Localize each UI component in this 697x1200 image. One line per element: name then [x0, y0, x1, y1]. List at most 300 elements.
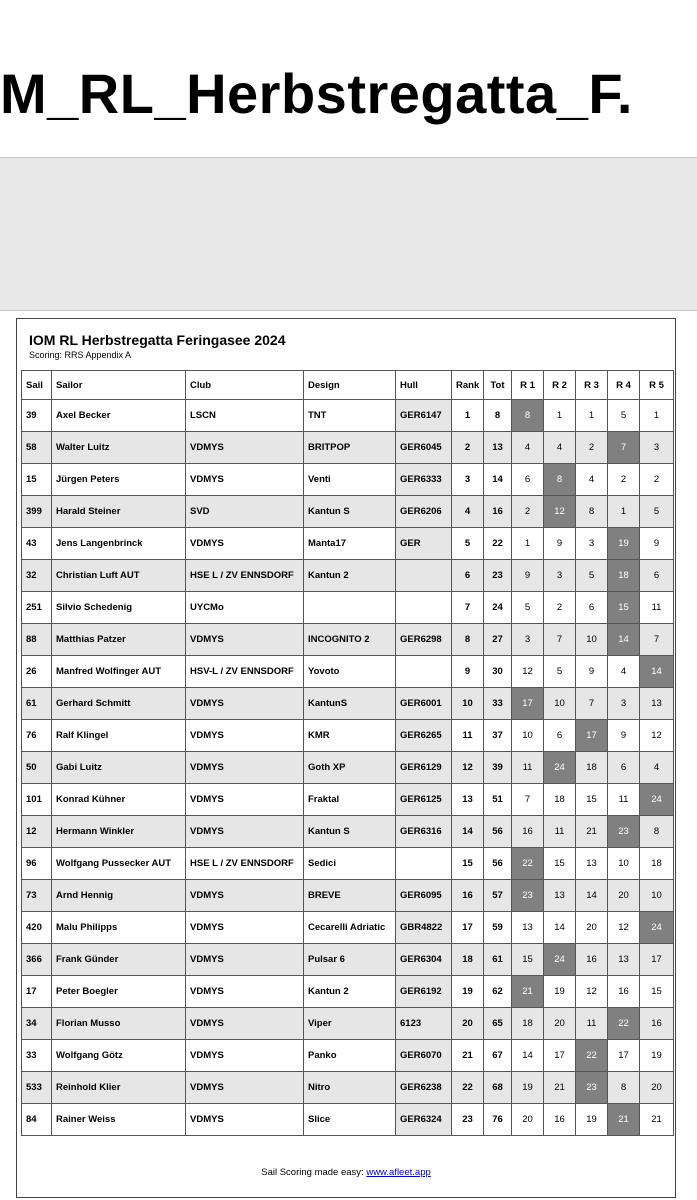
col-header-sail: Sail [22, 371, 52, 400]
cell-hull: GER6206 [396, 496, 452, 528]
cell-race-4: 8 [608, 1072, 640, 1104]
cell-race-1: 2 [512, 496, 544, 528]
col-header-r4: R 4 [608, 371, 640, 400]
cell-hull: GER6125 [396, 784, 452, 816]
cell-design: Goth XP [304, 752, 396, 784]
cell-hull [396, 560, 452, 592]
table-row [22, 624, 674, 656]
cell-race-4: 15 [608, 592, 640, 624]
cell-race-4: 9 [608, 720, 640, 752]
cell-rank: 23 [452, 1104, 484, 1136]
cell-club: VDMYS [186, 816, 304, 848]
cell-race-2: 24 [544, 944, 576, 976]
cell-race-5: 9 [640, 528, 674, 560]
cell-tot: 56 [484, 816, 512, 848]
cell-rank: 22 [452, 1072, 484, 1104]
cell-rank: 17 [452, 912, 484, 944]
cell-club: VDMYS [186, 880, 304, 912]
cell-race-2: 11 [544, 816, 576, 848]
cell-tot: 14 [484, 464, 512, 496]
cell-tot: 30 [484, 656, 512, 688]
col-header-rank: Rank [452, 371, 484, 400]
cell-race-2: 15 [544, 848, 576, 880]
cell-race-3: 7 [576, 688, 608, 720]
cell-sail: 399 [22, 496, 52, 528]
cell-race-3: 19 [576, 1104, 608, 1136]
cell-sail: 17 [22, 976, 52, 1008]
cell-club: VDMYS [186, 976, 304, 1008]
cell-race-5: 5 [640, 496, 674, 528]
cell-hull: GER6304 [396, 944, 452, 976]
cell-race-3: 13 [576, 848, 608, 880]
cell-race-3: 23 [576, 1072, 608, 1104]
cell-race-1: 20 [512, 1104, 544, 1136]
cell-race-2: 20 [544, 1008, 576, 1040]
cell-race-1: 17 [512, 688, 544, 720]
cell-race-3: 14 [576, 880, 608, 912]
cell-tot: 23 [484, 560, 512, 592]
cell-sail: 58 [22, 432, 52, 464]
cell-tot: 57 [484, 880, 512, 912]
cell-race-3: 9 [576, 656, 608, 688]
cell-race-5: 2 [640, 464, 674, 496]
cell-race-2: 7 [544, 624, 576, 656]
cell-design: INCOGNITO 2 [304, 624, 396, 656]
cell-race-3: 22 [576, 1040, 608, 1072]
cell-race-2: 24 [544, 752, 576, 784]
cell-race-4: 21 [608, 1104, 640, 1136]
cell-sailor: Konrad Kühner [52, 784, 186, 816]
cell-race-2: 4 [544, 432, 576, 464]
cell-race-3: 16 [576, 944, 608, 976]
cell-race-5: 1 [640, 400, 674, 432]
cell-club: HSE L / ZV ENNSDORF [186, 560, 304, 592]
cell-race-5: 14 [640, 656, 674, 688]
cell-sail: 34 [22, 1008, 52, 1040]
cell-hull [396, 656, 452, 688]
cell-sailor: Ralf Klingel [52, 720, 186, 752]
cell-tot: 65 [484, 1008, 512, 1040]
cell-design: TNT [304, 400, 396, 432]
cell-design: Yovoto [304, 656, 396, 688]
cell-tot: 27 [484, 624, 512, 656]
cell-sail: 33 [22, 1040, 52, 1072]
cell-club: VDMYS [186, 464, 304, 496]
table-row [22, 496, 674, 528]
cell-sailor: Jürgen Peters [52, 464, 186, 496]
cell-sail: 32 [22, 560, 52, 592]
cell-race-4: 1 [608, 496, 640, 528]
cell-sail: 26 [22, 656, 52, 688]
cell-race-1: 9 [512, 560, 544, 592]
page-title: M_RL_Herbstregatta_F. [0, 62, 633, 125]
cell-club: VDMYS [186, 784, 304, 816]
cell-race-5: 21 [640, 1104, 674, 1136]
cell-sail: 533 [22, 1072, 52, 1104]
cell-hull: GER [396, 528, 452, 560]
cell-hull: GER6095 [396, 880, 452, 912]
cell-sail: 39 [22, 400, 52, 432]
cell-tot: 37 [484, 720, 512, 752]
cell-race-2: 5 [544, 656, 576, 688]
cell-rank: 11 [452, 720, 484, 752]
cell-race-1: 21 [512, 976, 544, 1008]
cell-rank: 4 [452, 496, 484, 528]
cell-rank: 18 [452, 944, 484, 976]
cell-race-3: 12 [576, 976, 608, 1008]
cell-rank: 15 [452, 848, 484, 880]
cell-rank: 10 [452, 688, 484, 720]
cell-sail: 420 [22, 912, 52, 944]
table-row [22, 656, 674, 688]
table-row [22, 1008, 674, 1040]
cell-sailor: Manfred Wolfinger AUT [52, 656, 186, 688]
cell-sail: 50 [22, 752, 52, 784]
table-row [22, 848, 674, 880]
cell-tot: 22 [484, 528, 512, 560]
cell-race-3: 10 [576, 624, 608, 656]
table-row [22, 560, 674, 592]
cell-tot: 16 [484, 496, 512, 528]
cell-club: VDMYS [186, 688, 304, 720]
cell-race-3: 15 [576, 784, 608, 816]
cell-club: VDMYS [186, 912, 304, 944]
cell-race-4: 12 [608, 912, 640, 944]
cell-design: Slice [304, 1104, 396, 1136]
cell-club: HSE L / ZV ENNSDORF [186, 848, 304, 880]
cell-hull: GER6265 [396, 720, 452, 752]
cell-rank: 16 [452, 880, 484, 912]
cell-sailor: Axel Becker [52, 400, 186, 432]
cell-race-2: 18 [544, 784, 576, 816]
cell-sail: 251 [22, 592, 52, 624]
cell-race-1: 14 [512, 1040, 544, 1072]
cell-race-4: 10 [608, 848, 640, 880]
cell-design: Kantun S [304, 496, 396, 528]
regatta-title: IOM RL Herbstregatta Feringasee 2024 [29, 332, 286, 348]
table-row [22, 752, 674, 784]
cell-club: LSCN [186, 400, 304, 432]
cell-rank: 13 [452, 784, 484, 816]
cell-club: VDMYS [186, 624, 304, 656]
col-header-r5: R 5 [640, 371, 674, 400]
cell-tot: 8 [484, 400, 512, 432]
cell-club: VDMYS [186, 752, 304, 784]
cell-race-3: 1 [576, 400, 608, 432]
cell-race-1: 6 [512, 464, 544, 496]
cell-race-5: 3 [640, 432, 674, 464]
cell-tot: 33 [484, 688, 512, 720]
cell-sail: 88 [22, 624, 52, 656]
cell-tot: 51 [484, 784, 512, 816]
cell-race-1: 10 [512, 720, 544, 752]
cell-club: HSV-L / ZV ENNSDORF [186, 656, 304, 688]
cell-race-4: 22 [608, 1008, 640, 1040]
cell-sailor: Gerhard Schmitt [52, 688, 186, 720]
cell-sail: 15 [22, 464, 52, 496]
cell-rank: 7 [452, 592, 484, 624]
cell-race-2: 9 [544, 528, 576, 560]
cell-race-2: 14 [544, 912, 576, 944]
cell-race-1: 15 [512, 944, 544, 976]
cell-sailor: Frank Günder [52, 944, 186, 976]
cell-sailor: Christian Luft AUT [52, 560, 186, 592]
cell-design: Manta17 [304, 528, 396, 560]
cell-race-4: 11 [608, 784, 640, 816]
cell-sailor: Florian Musso [52, 1008, 186, 1040]
cell-race-5: 15 [640, 976, 674, 1008]
table-row [22, 880, 674, 912]
footer-text: Sail Scoring made easy: [261, 1167, 367, 1178]
cell-hull: 6123 [396, 1008, 452, 1040]
cell-sailor: Walter Luitz [52, 432, 186, 464]
cell-design: Viper [304, 1008, 396, 1040]
cell-race-5: 18 [640, 848, 674, 880]
cell-club: VDMYS [186, 1008, 304, 1040]
cell-club: VDMYS [186, 1104, 304, 1136]
cell-design: Nitro [304, 1072, 396, 1104]
cell-sail: 12 [22, 816, 52, 848]
cell-hull: GER6129 [396, 752, 452, 784]
cell-club: VDMYS [186, 720, 304, 752]
cell-sailor: Wolfgang Pussecker AUT [52, 848, 186, 880]
cell-race-1: 4 [512, 432, 544, 464]
col-header-design: Design [304, 371, 396, 400]
cell-race-1: 16 [512, 816, 544, 848]
cell-hull: GER6316 [396, 816, 452, 848]
cell-club: SVD [186, 496, 304, 528]
table-row [22, 1040, 674, 1072]
cell-rank: 21 [452, 1040, 484, 1072]
col-header-tot: Tot [484, 371, 512, 400]
cell-club: VDMYS [186, 528, 304, 560]
cell-race-3: 3 [576, 528, 608, 560]
cell-hull: GER6001 [396, 688, 452, 720]
table-row [22, 1072, 674, 1104]
cell-sail: 73 [22, 880, 52, 912]
cell-race-5: 17 [640, 944, 674, 976]
cell-race-2: 17 [544, 1040, 576, 1072]
cell-rank: 14 [452, 816, 484, 848]
cell-sailor: Harald Steiner [52, 496, 186, 528]
cell-sailor: Hermann Winkler [52, 816, 186, 848]
cell-race-4: 3 [608, 688, 640, 720]
cell-hull [396, 592, 452, 624]
cell-race-4: 6 [608, 752, 640, 784]
cell-rank: 3 [452, 464, 484, 496]
cell-race-2: 1 [544, 400, 576, 432]
cell-design: BREVE [304, 880, 396, 912]
table-row [22, 592, 674, 624]
cell-hull [396, 848, 452, 880]
cell-tot: 13 [484, 432, 512, 464]
cell-race-2: 16 [544, 1104, 576, 1136]
cell-race-3: 21 [576, 816, 608, 848]
cell-sailor: Peter Boegler [52, 976, 186, 1008]
cell-sailor: Wolfgang Götz [52, 1040, 186, 1072]
cell-race-5: 24 [640, 784, 674, 816]
table-row [22, 688, 674, 720]
cell-design: Fraktal [304, 784, 396, 816]
table-row [22, 784, 674, 816]
cell-race-1: 22 [512, 848, 544, 880]
cell-race-1: 7 [512, 784, 544, 816]
cell-rank: 19 [452, 976, 484, 1008]
cell-tot: 39 [484, 752, 512, 784]
col-header-r3: R 3 [576, 371, 608, 400]
col-header-r1: R 1 [512, 371, 544, 400]
cell-race-3: 6 [576, 592, 608, 624]
cell-race-1: 18 [512, 1008, 544, 1040]
sheet-header [17, 319, 675, 370]
cell-design: KMR [304, 720, 396, 752]
cell-tot: 62 [484, 976, 512, 1008]
cell-race-5: 4 [640, 752, 674, 784]
cell-club: VDMYS [186, 1072, 304, 1104]
cell-hull: GER6147 [396, 400, 452, 432]
cell-race-2: 10 [544, 688, 576, 720]
cell-hull: GER6045 [396, 432, 452, 464]
cell-design: Kantun S [304, 816, 396, 848]
cell-race-5: 7 [640, 624, 674, 656]
cell-race-3: 8 [576, 496, 608, 528]
gray-band [0, 158, 697, 311]
cell-design: Cecarelli Adriatic [304, 912, 396, 944]
cell-race-4: 19 [608, 528, 640, 560]
table-row [22, 464, 674, 496]
cell-race-2: 8 [544, 464, 576, 496]
results-sheet [16, 318, 676, 1198]
cell-design: KantunS [304, 688, 396, 720]
cell-race-1: 1 [512, 528, 544, 560]
cell-race-5: 16 [640, 1008, 674, 1040]
cell-race-2: 6 [544, 720, 576, 752]
cell-race-3: 2 [576, 432, 608, 464]
cell-sail: 43 [22, 528, 52, 560]
cell-sailor: Matthias Patzer [52, 624, 186, 656]
cell-race-5: 6 [640, 560, 674, 592]
cell-race-4: 20 [608, 880, 640, 912]
cell-race-5: 12 [640, 720, 674, 752]
cell-race-4: 2 [608, 464, 640, 496]
cell-club: VDMYS [186, 1040, 304, 1072]
cell-hull: GER6324 [396, 1104, 452, 1136]
footer [17, 1167, 675, 1178]
table-row [22, 720, 674, 752]
cell-hull: GER6192 [396, 976, 452, 1008]
cell-sailor: Rainer Weiss [52, 1104, 186, 1136]
cell-hull: GBR4822 [396, 912, 452, 944]
col-header-club: Club [186, 371, 304, 400]
cell-race-2: 19 [544, 976, 576, 1008]
cell-race-4: 13 [608, 944, 640, 976]
cell-race-5: 20 [640, 1072, 674, 1104]
cell-rank: 9 [452, 656, 484, 688]
table-row [22, 400, 674, 432]
cell-hull: GER6238 [396, 1072, 452, 1104]
cell-race-3: 20 [576, 912, 608, 944]
cell-club: UYCMo [186, 592, 304, 624]
cell-sail: 101 [22, 784, 52, 816]
table-row [22, 816, 674, 848]
cell-race-2: 13 [544, 880, 576, 912]
cell-design: Sedici [304, 848, 396, 880]
col-header-hull: Hull [396, 371, 452, 400]
cell-race-3: 11 [576, 1008, 608, 1040]
cell-race-2: 3 [544, 560, 576, 592]
cell-tot: 67 [484, 1040, 512, 1072]
cell-race-5: 19 [640, 1040, 674, 1072]
cell-sailor: Malu Philipps [52, 912, 186, 944]
cell-design: Venti [304, 464, 396, 496]
cell-design [304, 592, 396, 624]
cell-race-5: 10 [640, 880, 674, 912]
cell-sailor: Arnd Hennig [52, 880, 186, 912]
cell-sail: 366 [22, 944, 52, 976]
cell-sail: 76 [22, 720, 52, 752]
cell-rank: 1 [452, 400, 484, 432]
cell-tot: 59 [484, 912, 512, 944]
cell-design: Kantun 2 [304, 976, 396, 1008]
cell-race-4: 16 [608, 976, 640, 1008]
cell-race-5: 13 [640, 688, 674, 720]
cell-race-1: 19 [512, 1072, 544, 1104]
cell-tot: 68 [484, 1072, 512, 1104]
cell-tot: 56 [484, 848, 512, 880]
cell-design: Kantun 2 [304, 560, 396, 592]
cell-club: VDMYS [186, 432, 304, 464]
table-row [22, 912, 674, 944]
cell-race-5: 24 [640, 912, 674, 944]
cell-sail: 61 [22, 688, 52, 720]
table-row [22, 944, 674, 976]
cell-race-3: 5 [576, 560, 608, 592]
cell-race-1: 12 [512, 656, 544, 688]
cell-rank: 2 [452, 432, 484, 464]
cell-sailor: Gabi Luitz [52, 752, 186, 784]
cell-sailor: Reinhold Klier [52, 1072, 186, 1104]
cell-race-1: 23 [512, 880, 544, 912]
cell-race-4: 7 [608, 432, 640, 464]
cell-design: Pulsar 6 [304, 944, 396, 976]
cell-race-4: 18 [608, 560, 640, 592]
cell-race-5: 11 [640, 592, 674, 624]
cell-rank: 20 [452, 1008, 484, 1040]
cell-race-3: 17 [576, 720, 608, 752]
afleet-link[interactable]: www.afleet.app [366, 1167, 431, 1178]
results-table [21, 370, 674, 1136]
cell-rank: 5 [452, 528, 484, 560]
cell-design: Panko [304, 1040, 396, 1072]
cell-race-4: 14 [608, 624, 640, 656]
cell-club: VDMYS [186, 944, 304, 976]
cell-race-3: 4 [576, 464, 608, 496]
cell-race-2: 12 [544, 496, 576, 528]
cell-race-5: 8 [640, 816, 674, 848]
cell-sail: 96 [22, 848, 52, 880]
cell-race-4: 4 [608, 656, 640, 688]
cell-race-2: 2 [544, 592, 576, 624]
cell-race-1: 8 [512, 400, 544, 432]
cell-sailor: Silvio Schedenig [52, 592, 186, 624]
cell-race-3: 18 [576, 752, 608, 784]
cell-rank: 12 [452, 752, 484, 784]
col-header-sailor: Sailor [52, 371, 186, 400]
cell-race-4: 23 [608, 816, 640, 848]
cell-race-2: 21 [544, 1072, 576, 1104]
cell-tot: 24 [484, 592, 512, 624]
cell-race-1: 11 [512, 752, 544, 784]
